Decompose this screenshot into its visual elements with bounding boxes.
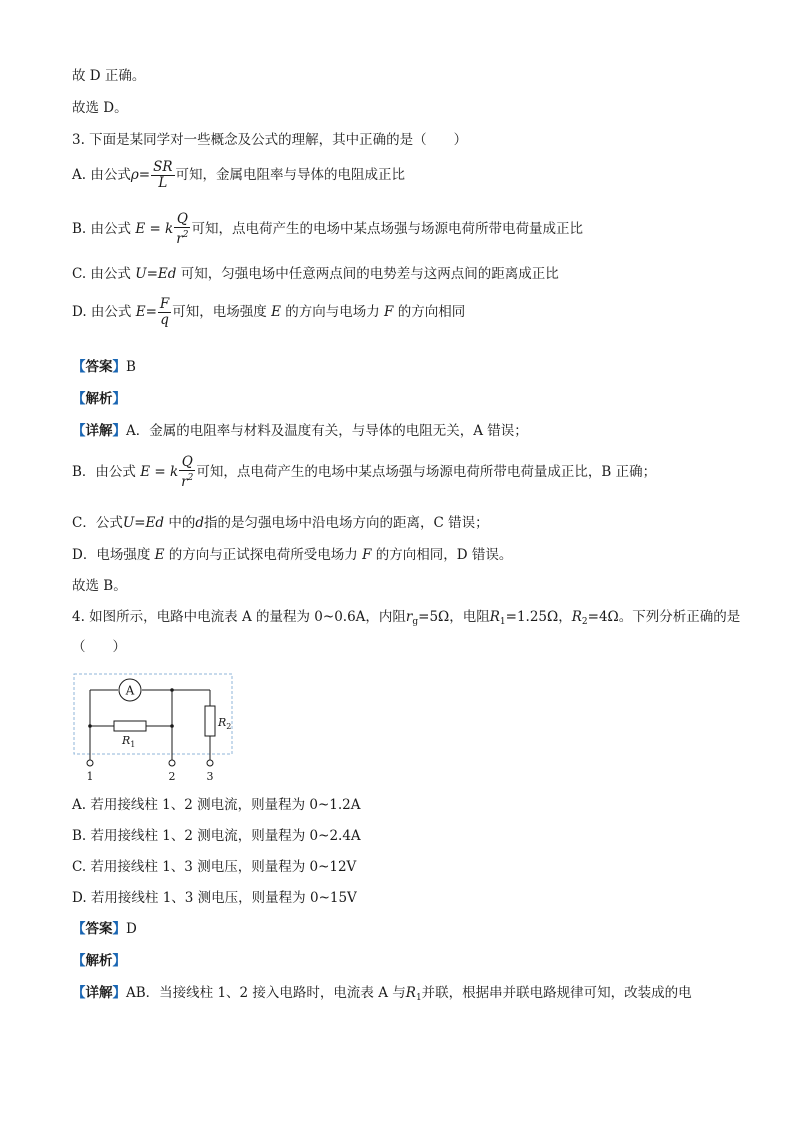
analysis-label: 解析: [85, 953, 113, 969]
text: A. 若用接线柱 1、2 测电流，则量程为 0~1.2A: [72, 797, 361, 813]
text: =4Ω。下列分析正确的是: [587, 609, 741, 625]
subscript: 1: [415, 993, 422, 1003]
detail-label: 详解: [85, 985, 113, 1001]
bracket: 【: [72, 921, 86, 937]
subscript: g: [412, 617, 419, 627]
text: 指的是匀强电场中沿电场方向的距离，C 错误；: [203, 515, 489, 531]
detail-3a: [72, 421, 528, 441]
text: C. 若用接线柱 1、3 测电压，则量程为 0~12V: [72, 859, 357, 875]
detail-4ab: [72, 983, 692, 1008]
question-4-stem: [72, 607, 740, 632]
fraction: [179, 455, 195, 490]
denominator: [174, 228, 190, 247]
text: 的方向相同: [397, 304, 466, 320]
detail-3b: [72, 455, 656, 490]
ammeter-label: A: [125, 683, 135, 698]
option-3d: [72, 297, 465, 328]
r2-label: $R_2$: [218, 716, 232, 731]
subscript: 2: [581, 617, 588, 627]
text: 可知，匀强电场中任意两点间的电势差与这两点间的距离成正比: [180, 266, 559, 282]
denominator: q: [160, 312, 169, 328]
option-3a: [72, 160, 405, 191]
text: A. 由公式: [72, 167, 131, 183]
text: 可知，电场强度: [172, 304, 267, 320]
answer-3: [72, 357, 136, 377]
option-3b: [72, 212, 583, 247]
bracket: 【: [72, 359, 86, 375]
terminal-2-label: 2: [168, 770, 176, 783]
terminal-1: [87, 760, 93, 766]
numerator: Q: [174, 212, 190, 228]
detail-3d: [72, 545, 512, 565]
text-line: [72, 98, 128, 118]
text: B. 若用接线柱 1、2 测电流，则量程为 0~2.4A: [72, 828, 361, 844]
exponent: 2: [182, 230, 189, 240]
text: B. 由公式: [72, 221, 132, 237]
answer-label: 答案: [85, 921, 113, 937]
numerator: Q: [179, 455, 195, 471]
answer-4: [72, 919, 137, 939]
text-line: [72, 576, 127, 596]
question-3-stem: [72, 130, 467, 150]
symbol: R: [489, 609, 500, 625]
text: D. 由公式: [72, 304, 132, 320]
bracket: 【: [72, 985, 86, 1001]
question-4-paren: [72, 637, 126, 657]
text: 的方向与正试探电荷所受电场力: [168, 547, 358, 563]
text: 可知，金属电阻率与导体的电阻成正比: [175, 167, 406, 183]
numerator: SR: [153, 159, 173, 175]
bracket: 】: [112, 985, 126, 1001]
denominator: [179, 471, 195, 490]
formula: E = k: [140, 464, 179, 480]
bracket: 】: [112, 391, 126, 407]
circuit-diagram: [70, 670, 240, 785]
terminal-3-label: 3: [206, 770, 214, 783]
symbol: R: [571, 609, 582, 625]
text: 并联，根据串并联电路规律可知，改装成的电: [421, 985, 692, 1001]
text-line: [72, 66, 145, 86]
text: D．电场强度: [72, 547, 151, 563]
text: AB．当接线柱 1、2 接入电路时，电流表 A 与: [126, 985, 406, 1001]
symbol: d: [195, 515, 204, 531]
text: 中的: [168, 515, 196, 531]
bracket: 】: [112, 921, 126, 937]
text: 故选 B。: [72, 578, 127, 594]
den-base: r: [181, 474, 188, 490]
subscript: 1: [499, 617, 506, 627]
text: =5Ω，电阻: [418, 609, 490, 625]
analysis-3-heading: [72, 389, 126, 409]
symbol: E: [154, 547, 165, 563]
analysis-label: 解析: [85, 391, 113, 407]
bracket: 【: [72, 391, 86, 407]
text: 故选 D。: [72, 100, 128, 116]
formula: E=: [135, 304, 157, 320]
den-base: r: [176, 231, 183, 247]
bracket: 【: [72, 423, 86, 439]
text: 可知，点电荷产生的电场中某点场强与场源电荷所带电荷量成正比，B 正确；: [196, 464, 657, 480]
formula: E = k: [135, 221, 174, 237]
text: A．金属的电阻率与材料及温度有关，与导体的电阻无关，A 错误；: [126, 423, 528, 439]
formula: U=Ed: [135, 266, 177, 282]
symbol: F: [384, 304, 394, 320]
option-4c: [72, 857, 356, 877]
text: 故 D 正确。: [72, 68, 146, 84]
fraction: [151, 160, 174, 191]
text: B．由公式: [72, 464, 136, 480]
text: =1.25Ω，: [505, 609, 572, 625]
fraction: [174, 212, 190, 247]
option-4a: [72, 795, 361, 815]
terminal-2: [169, 760, 175, 766]
text: D. 若用接线柱 1、3 测电压，则量程为 0~15V: [72, 890, 357, 906]
bracket: 】: [112, 359, 126, 375]
text: 的方向相同，D 错误。: [375, 547, 513, 563]
resistor-r2: [205, 706, 215, 736]
exponent: 2: [187, 473, 194, 483]
analysis-4-heading: [72, 951, 126, 971]
formula: ρ=: [130, 167, 151, 183]
text: 的方向与电场力: [285, 304, 380, 320]
resistor-r1: [114, 721, 146, 731]
answer-value: B: [126, 359, 136, 375]
r1-label: $R_1$: [122, 734, 136, 749]
symbol: r: [405, 609, 413, 625]
terminal-1-label: 1: [86, 770, 94, 783]
text: C. 由公式: [72, 266, 131, 282]
bracket: 】: [112, 953, 126, 969]
text: C．公式: [72, 515, 123, 531]
answer-label: 答案: [85, 359, 113, 375]
detail-label: 详解: [85, 423, 113, 439]
text: （ ）: [72, 639, 126, 655]
option-4b: [72, 826, 361, 846]
text: 4. 如图所示，电路中电流表 A 的量程为 0~0.6A，内阻: [72, 609, 406, 625]
answer-value: D: [126, 921, 137, 937]
option-3c: [72, 264, 559, 284]
symbol: E: [271, 304, 281, 320]
fraction: [158, 297, 171, 328]
detail-3c: [72, 513, 489, 533]
text: 可知，点电荷产生的电场中某点场强与场源电荷所带电荷量成正比: [191, 221, 583, 237]
formula: U=Ed: [122, 515, 165, 531]
option-4d: [72, 888, 357, 908]
text: 3. 下面是某同学对一些概念及公式的理解，其中正确的是（ ）: [72, 132, 468, 148]
bracket: 】: [112, 423, 126, 439]
symbol: F: [362, 547, 372, 563]
symbol: R: [405, 985, 416, 1001]
denominator: L: [158, 175, 168, 191]
numerator: F: [159, 296, 170, 312]
terminal-3: [207, 760, 213, 766]
bracket: 【: [72, 953, 86, 969]
